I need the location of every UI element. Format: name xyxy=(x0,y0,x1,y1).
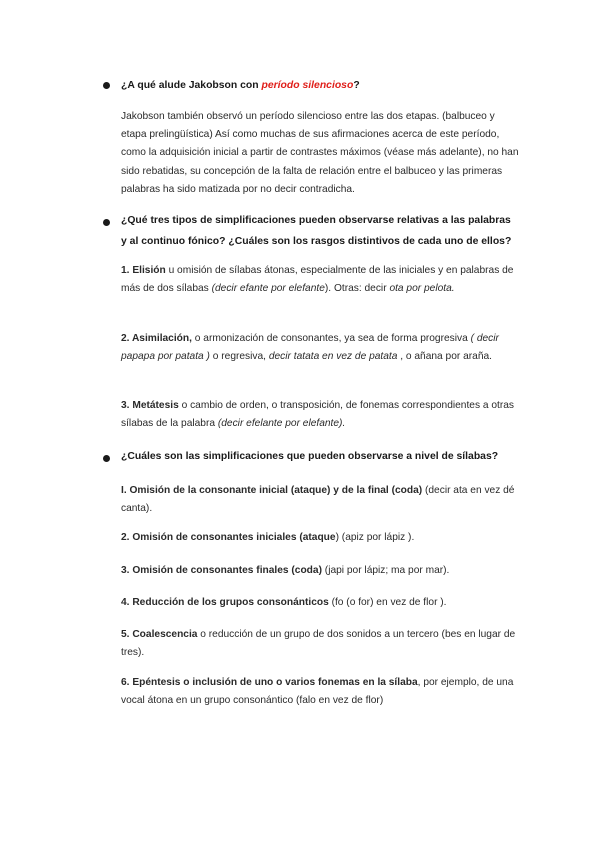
question-1-heading: ¿A qué alude Jakobson con período silencioso? xyxy=(121,80,360,91)
syllable-item-5: 5. Coalescencia o reducción de un grupo de dos sonidos a un tercero (bes en lugar de tres). xyxy=(121,629,516,659)
highlighted-term: período silencioso xyxy=(261,80,354,91)
syllable-item-2: 2. Omisión de consonantes iniciales (ataque) (apiz por lápiz ). xyxy=(121,532,415,543)
syllable-item-1: I. Omisión de la consonante inicial (ataque) y de la final (coda) (decir ata en vez dé canta). xyxy=(121,485,515,515)
question-2-heading: ¿Qué tres tipos de simplificaciones pueden observarse relativas a las palabras y al continuo fónico? ¿Cuáles son los rasgos distintivos de cada uno de ellos? xyxy=(121,215,512,247)
simplification-elision: 1. Elisión u omisión de sílabas átonas, especialmente de las iniciales y en palabras de más de dos sílabas (decir efante por elefante). Otras: decir ota por pelota. xyxy=(121,265,514,295)
bullet-2 xyxy=(103,219,110,226)
question-3-heading: ¿Cuáles son las simplificaciones que pueden observarse a nivel de sílabas? xyxy=(121,451,499,462)
bullet-1 xyxy=(103,82,110,89)
simplification-asimilacion: 2. Asimilación, o armonización de consonantes, ya sea de forma progresiva ( decir papapa por patata ) o regresiva, decir tatata en vez de patata , o añana por araña. xyxy=(121,333,499,363)
answer-1-paragraph: Jakobson también observó un período silencioso entre las dos etapas. (balbuceo y etapa prelingüística) Así como muchas de sus afirmaciones acerca de este período, como la adquisición inicial a partir de contrastes máximos (véase más adelante), no han sido rebatidas, su concepción de la falta de relación entre el balbuceo y las primeras palabras ha sido matizada por no decir contradicha. xyxy=(121,111,519,195)
bullet-3 xyxy=(103,455,110,462)
syllable-item-3: 3. Omisión de consonantes finales (coda) (japi por lápiz; ma por mar). xyxy=(121,565,450,576)
syllable-item-4: 4. Reducción de los grupos consonánticos (fo (o for) en vez de flor ). xyxy=(121,597,447,608)
simplification-metatesis: 3. Metátesis o cambio de orden, o transposición, de fonemas correspondientes a otras sílabas de la palabra (decir efelante por elefante). xyxy=(121,400,515,430)
syllable-item-6: 6. Epéntesis o inclusión de uno o varios fonemas en la sílaba, por ejemplo, de una vocal átona en un grupo consonántico (falo en vez de flor) xyxy=(121,677,514,707)
